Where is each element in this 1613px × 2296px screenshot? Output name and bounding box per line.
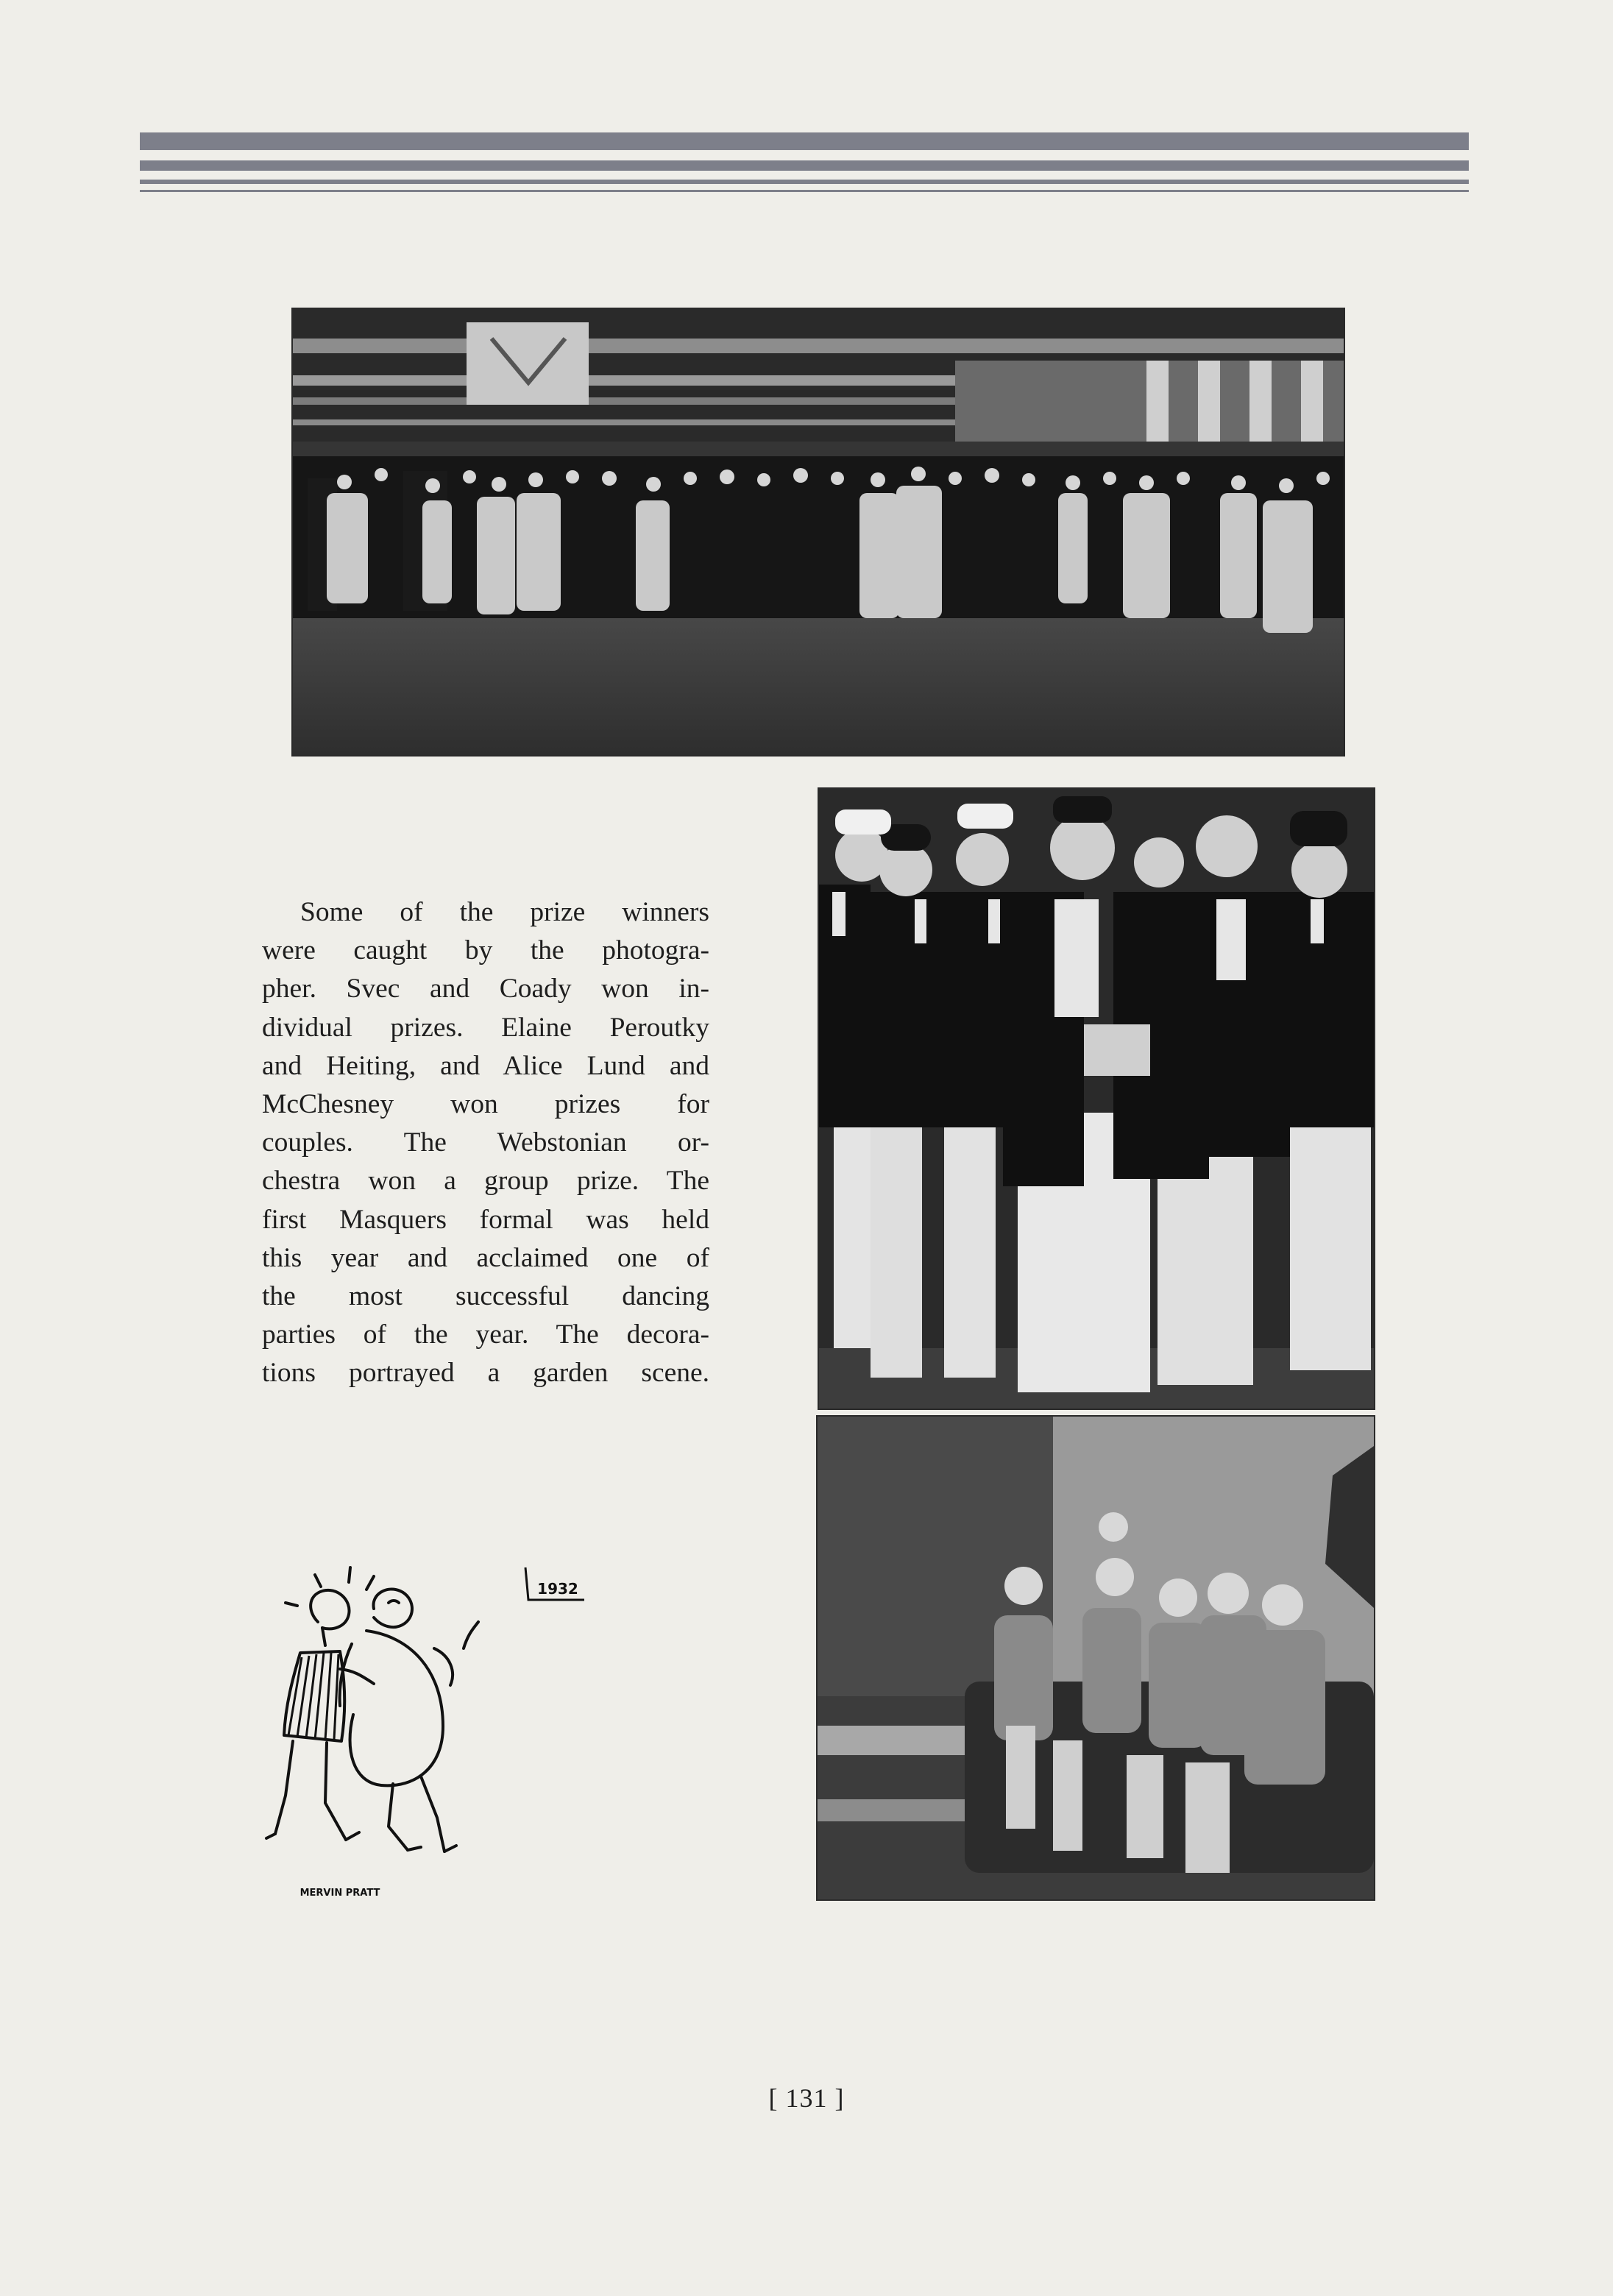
- caption-line: this year and acclaimed one of: [262, 1242, 709, 1273]
- caption-line: couples. The Webstonian or-: [262, 1127, 709, 1158]
- dancing-couple-cartoon: [263, 1560, 521, 1906]
- caption-line: and Heiting, and Alice Lund and: [262, 1050, 709, 1081]
- header-rule: [140, 190, 1469, 192]
- page-number: [ 131 ]: [768, 2083, 845, 2113]
- caption-line: dividual prizes. Elaine Peroutky: [262, 1012, 709, 1043]
- caption-line: parties of the year. The decora-: [262, 1319, 709, 1350]
- caption-line: first Masquers formal was held: [262, 1204, 709, 1235]
- women-lounge-photo: [816, 1415, 1375, 1901]
- year-mark: [521, 1563, 589, 1604]
- caption-line: pher. Svec and Coady won in-: [262, 974, 709, 1005]
- header-rule: [140, 160, 1469, 171]
- cartoon-signature: MERVIN PRATT: [299, 1888, 380, 1899]
- header-rule: [140, 180, 1469, 184]
- caption-line: Some of the prize winners: [300, 897, 709, 927]
- caption-line: tions portrayed a garden scene.: [262, 1358, 709, 1389]
- ballroom-group-photo: [291, 308, 1345, 757]
- prize-winners-photo: [818, 787, 1375, 1410]
- year-mark-text: 1932: [537, 1580, 578, 1598]
- caption-line: chestra won a group prize. The: [262, 1166, 709, 1197]
- header-rule: [140, 132, 1469, 150]
- caption-text: [262, 893, 709, 1393]
- caption-line: the most successful dancing: [262, 1281, 709, 1312]
- caption-line: were caught by the photogra-: [262, 935, 709, 966]
- caption-line: McChesney won prizes for: [262, 1089, 709, 1120]
